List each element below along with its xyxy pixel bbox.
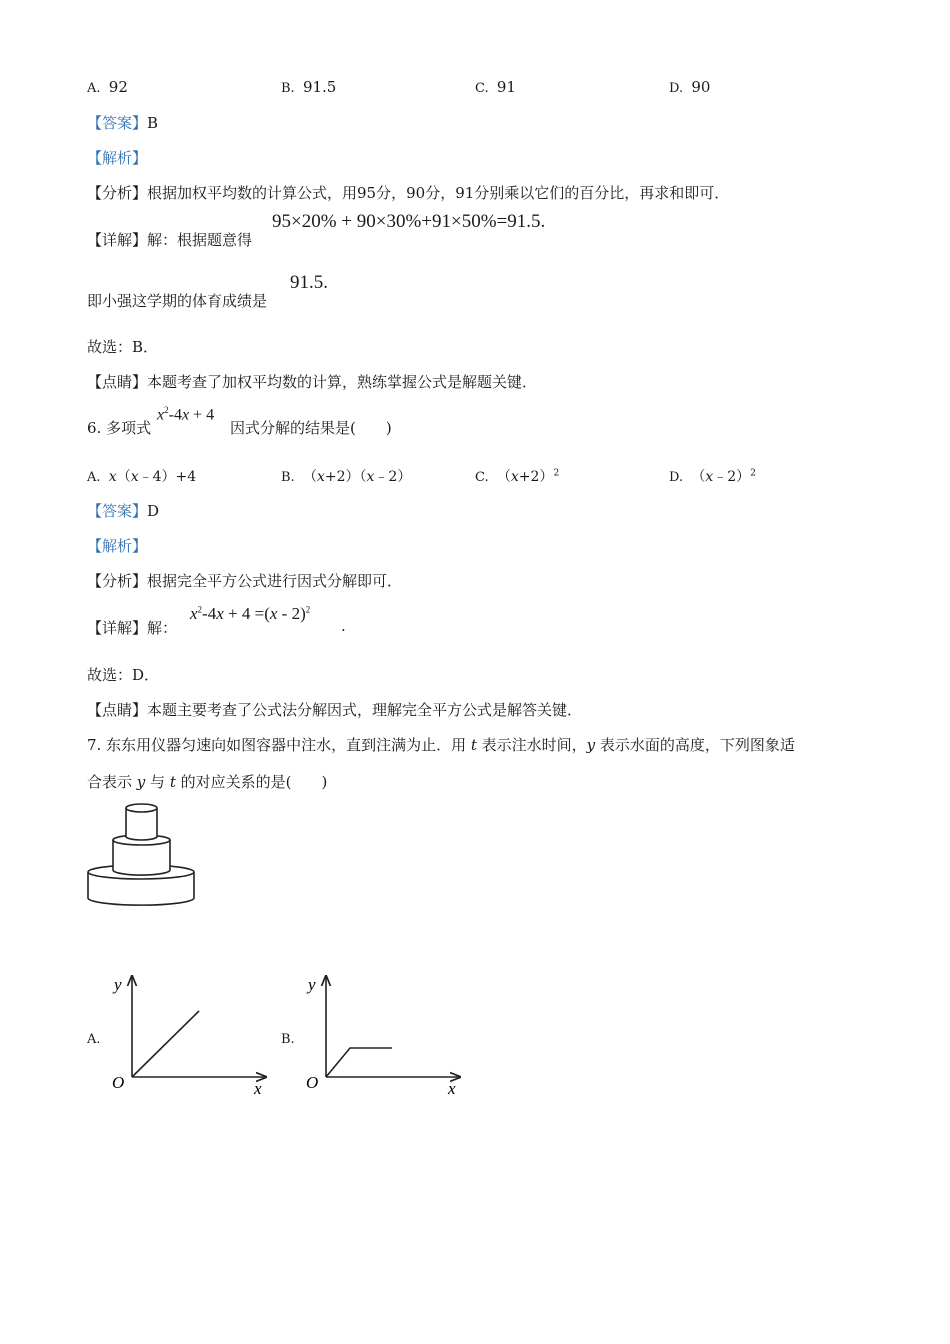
graph-line	[132, 1011, 199, 1077]
q6-fenxi-line	[87, 570, 402, 591]
q5-comment-line	[87, 371, 537, 392]
q5-detail-formula: 95×20% + 90×30%+91×50%=91.5.	[272, 211, 546, 232]
option-letter: B.	[281, 470, 295, 485]
answer-tag: 【答案】	[87, 502, 148, 520]
option-letter: B.	[281, 81, 295, 96]
q5-option-d	[669, 78, 710, 96]
q5-option-b	[281, 78, 336, 96]
x-axis-label: x	[254, 1079, 262, 1098]
q6-option-d	[669, 466, 756, 486]
x-axis-label: x	[448, 1079, 456, 1098]
q6-stem-suffix: 因式分解的结果是( )	[230, 419, 392, 437]
option-text: 91.5	[302, 78, 337, 96]
answer-value: D	[147, 502, 160, 520]
q5-result-prefix: 即小强这学期的体育成绩是	[87, 292, 268, 310]
option-letter: D.	[669, 81, 684, 96]
q5-result-value: 91.5.	[290, 272, 328, 293]
option-text: （x+2）（x﹣2）	[302, 469, 412, 485]
q5-option-a	[87, 78, 128, 96]
q7-option-a-letter: A.	[87, 1032, 101, 1047]
option-text: 92	[108, 78, 128, 96]
q6-option-c	[475, 466, 559, 486]
answer-tag: 【答案】	[87, 114, 148, 132]
q6-analysis-tag: 【解析】	[87, 537, 148, 555]
graph-line	[326, 1048, 392, 1077]
answer-value: B	[147, 114, 159, 132]
option-text: （x﹣2）$^2$	[691, 468, 756, 485]
comment-tag: 【点睛】	[87, 701, 148, 719]
q5-detail-line	[87, 229, 252, 250]
origin-label: O	[306, 1073, 319, 1092]
option-letter: A.	[87, 81, 101, 96]
option-text: 91	[496, 78, 516, 96]
option-letter: C.	[475, 470, 489, 485]
q7-graph-b	[302, 970, 472, 1100]
comment-text: 本题考查了加权平均数的计算，熟练掌握公式是解题关键．	[147, 373, 538, 391]
q5-answer-line	[87, 112, 158, 133]
option-letter: C.	[475, 81, 489, 96]
q6-detail-line	[87, 617, 177, 638]
q5-option-c	[475, 78, 516, 96]
origin-label: O	[112, 1073, 125, 1092]
option-text: x（x﹣4）+4	[108, 469, 197, 485]
option-letter: A.	[87, 470, 101, 485]
fenxi-tag: 【分析】	[87, 184, 148, 202]
q7-option-b-letter: B.	[281, 1032, 295, 1047]
q7-stem-line2: 合表示 y 与 t 的对应关系的是( )	[87, 773, 328, 791]
option-text: $(x+2)^2$	[496, 468, 560, 485]
detail-tag: 【详解】	[87, 231, 148, 249]
q6-option-b	[281, 466, 411, 486]
fenxi-text: 根据加权平均数的计算公式，用95分，90分，91分别乘以它们的百分比，再求和即可．	[147, 184, 730, 202]
detail-prefix: 解：根据题意得	[147, 231, 253, 249]
q7-stem-line1: 7. 东东用仪器匀速向如图容器中注水，直到注满为止．用 t 表示注水时间，y 表示水面的高度，下列图象适	[87, 736, 795, 754]
q6-comment-line	[87, 699, 582, 720]
q7-graph-a	[108, 970, 278, 1100]
comment-tag: 【点睛】	[87, 373, 148, 391]
y-axis-label: y	[308, 975, 316, 994]
q6-detail-formula: $x^2-4x + 4 =(x - 2)^2$	[190, 604, 311, 623]
container-figure	[86, 800, 200, 908]
q6-detail-end: .	[341, 617, 346, 635]
option-letter: D.	[669, 470, 684, 485]
q5-fenxi-line	[87, 182, 729, 203]
q6-answer-line	[87, 500, 159, 521]
detail-tag: 【详解】	[87, 619, 148, 637]
q6-polynomial: $x^2-4x + 4$	[157, 405, 215, 424]
q5-analysis-tag: 【解析】	[87, 149, 148, 167]
option-text: 90	[691, 78, 711, 96]
fenxi-text: 根据完全平方公式进行因式分解即可．	[147, 572, 403, 590]
detail-prefix: 解：	[147, 619, 178, 637]
fenxi-tag: 【分析】	[87, 572, 148, 590]
q5-choose: 故选：B．	[87, 338, 159, 356]
q6-choose: 故选：D．	[87, 666, 160, 684]
q6-number: 6. 多项式	[87, 419, 152, 437]
q6-option-a	[87, 466, 196, 486]
comment-text: 本题主要考查了公式法分解因式，理解完全平方公式是解答关键．	[147, 701, 583, 719]
y-axis-label: y	[114, 975, 122, 994]
